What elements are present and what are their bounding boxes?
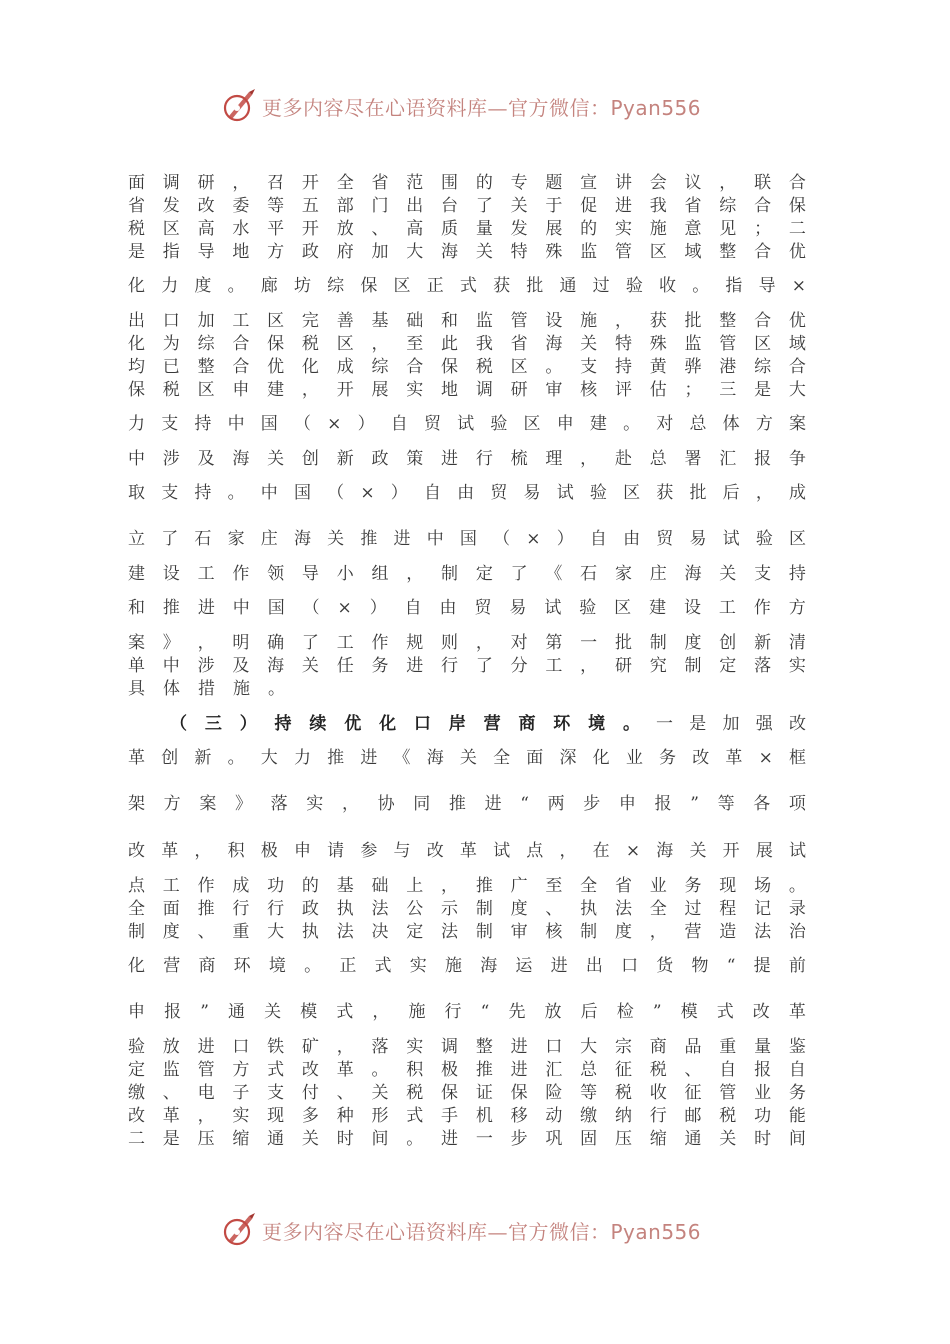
text-line: 定 监 管 方 式 改 革 。 积 极 推 进 汇 总 征 税 、 自 报 自 <box>128 1060 806 1080</box>
text-line: 一 是 加 强 改 <box>656 714 806 734</box>
text-line: 出 口 加 工 区 完 善 基 础 和 监 管 设 施 ， 获 批 整 合 优 <box>128 311 806 331</box>
text-line: 化 营 商 环 境 。 正 式 实 施 海 运 进 出 口 货 物 “ 提 前 <box>128 956 806 976</box>
text-line: 和 推 进 中 国 （ × ） 自 由 贸 易 试 验 区 建 设 工 作 方 <box>128 598 806 618</box>
text-line: 力 支 持 中 国 （ × ） 自 贸 试 验 区 申 建 。 对 总 体 方 案 <box>128 414 806 434</box>
text-line: 架 方 案 》 落 实 ， 协 同 推 进 “ 两 步 申 报 ” 等 各 项 <box>128 794 806 814</box>
text-line: 改 革 ， 实 现 多 种 形 式 手 机 移 动 缴 纳 行 邮 税 功 能 <box>128 1106 806 1126</box>
banner-slogan: 更多内容尽在心语资料库—官方微信： <box>262 1220 611 1244</box>
text-line: 具 体 措 施 。 <box>128 679 285 699</box>
banner-slogan: 更多内容尽在心语资料库—官方微信： <box>262 96 611 120</box>
text-line: 保 税 区 申 建 ， 开 展 实 地 调 研 审 核 评 估 ； 三 是 大 <box>128 380 806 400</box>
text-line: 点 工 作 成 功 的 基 础 上 ， 推 广 至 全 省 业 务 现 场 。 <box>128 876 806 896</box>
text-line: 申 报 ” 通 关 模 式 ， 施 行 “ 先 放 后 检 ” 模 式 改 革 <box>128 1002 806 1022</box>
text-line: 制 度 、 重 大 执 法 决 定 法 制 审 核 制 度 ， 营 造 法 治 <box>128 922 806 942</box>
text-line: 建 设 工 作 领 导 小 组 ， 制 定 了 《 石 家 庄 海 关 支 持 <box>128 564 806 584</box>
quill-logo-icon <box>219 1210 259 1250</box>
text-line: 均 已 整 合 优 化 成 综 合 保 税 区 。 支 持 黄 骅 港 综 合 <box>128 357 806 377</box>
text-line: 化 为 综 合 保 税 区 ， 至 此 我 省 海 关 特 殊 监 管 区 域 <box>128 334 806 354</box>
text-line: 化 力 度 。 廊 坊 综 保 区 正 式 获 批 通 过 验 收 。 指 导 × <box>128 276 806 296</box>
text-line: 案 》 ， 明 确 了 工 作 规 则 ， 对 第 一 批 制 度 创 新 清 <box>128 633 806 653</box>
section-heading-line <box>170 713 806 735</box>
section-heading: （ 三 ） 持 续 优 化 口 岸 营 商 环 境 。 <box>170 714 640 734</box>
text-line: 税 区 高 水 平 开 放 、 高 质 量 发 展 的 实 施 意 见 ； 二 <box>128 219 806 239</box>
text-line: 是 指 导 地 方 政 府 加 大 海 关 特 殊 监 管 区 域 整 合 优 <box>128 242 806 262</box>
footer-banner <box>0 1210 950 1254</box>
text-line: 验 放 进 口 铁 矿 ， 落 实 调 整 进 口 大 宗 商 品 重 量 鉴 <box>128 1037 806 1057</box>
text-line: 立 了 石 家 庄 海 关 推 进 中 国 （ × ） 自 由 贸 易 试 验 区 <box>128 529 806 549</box>
text-line: 二 是 压 缩 通 关 时 间 。 进 一 步 巩 固 压 缩 通 关 时 间 <box>128 1129 806 1149</box>
text-line: 取 支 持 。 中 国 （ × ） 自 由 贸 易 试 验 区 获 批 后 ， 成 <box>128 483 806 503</box>
wechat-handle: Pyan556 <box>610 96 702 120</box>
text-line: 面 调 研 ， 召 开 全 省 范 围 的 专 题 宣 讲 会 议 ， 联 合 <box>128 173 806 193</box>
text-line: 革 创 新 。 大 力 推 进 《 海 关 全 面 深 化 业 务 改 革 × 框 <box>128 748 806 768</box>
banner-text <box>262 92 701 121</box>
text-line: 改 革 ， 积 极 申 请 参 与 改 革 试 点 ， 在 × 海 关 开 展 试 <box>128 841 806 861</box>
wechat-handle: Pyan556 <box>610 1220 702 1244</box>
banner-text <box>262 1216 701 1245</box>
text-line: 缴 、 电 子 支 付 、 关 税 保 证 保 险 等 税 收 征 管 业 务 <box>128 1083 806 1103</box>
text-line: 单 中 涉 及 海 关 任 务 进 行 了 分 工 ， 研 究 制 定 落 实 <box>128 656 806 676</box>
header-banner <box>0 86 950 130</box>
text-line: 全 面 推 行 行 政 执 法 公 示 制 度 、 执 法 全 过 程 记 录 <box>128 899 806 919</box>
quill-logo-icon <box>219 86 259 126</box>
text-line: 省 发 改 委 等 五 部 门 出 台 了 关 于 促 进 我 省 综 合 保 <box>128 196 806 216</box>
text-line: 中 涉 及 海 关 创 新 政 策 进 行 梳 理 ， 赴 总 署 汇 报 争 <box>128 449 806 469</box>
